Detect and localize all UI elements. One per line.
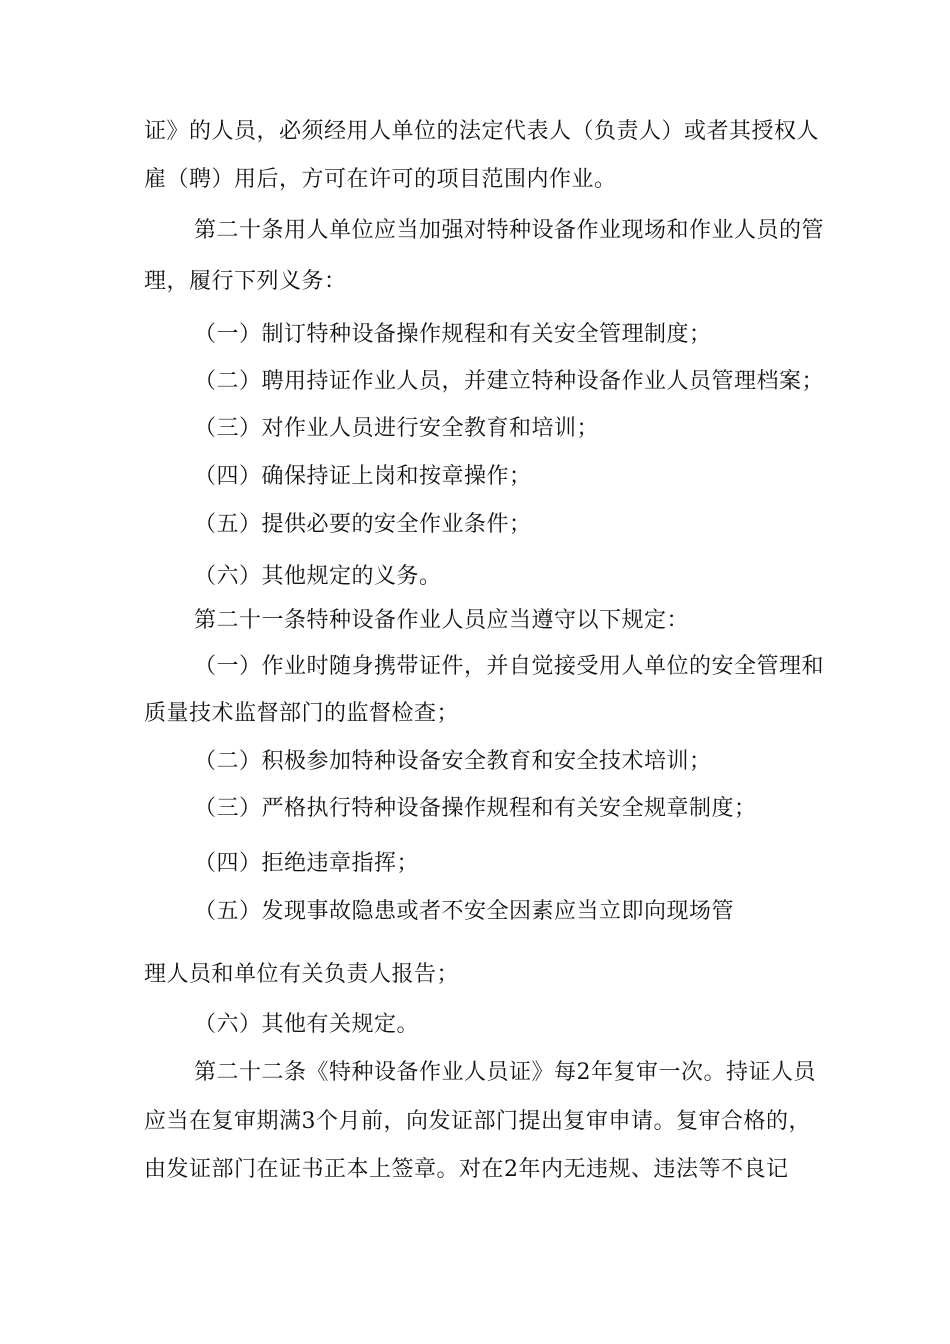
list-item: （三）严格执行特种设备操作规程和有关安全规章制度； [194, 796, 757, 821]
text-line: 由发证部门在证书正本上签章。对在2年内无违规、违法等不良记 [144, 1157, 789, 1182]
list-item: （二）积极参加特种设备安全教育和安全技术培训； [194, 749, 712, 774]
text-line: 雇（聘）用后，方可在许可的项目范围内作业。 [144, 167, 617, 192]
text-line: 理，履行下列义务： [144, 269, 347, 294]
list-item: （六）其他有关规定。 [194, 1012, 420, 1037]
list-item: （六）其他规定的义务。 [194, 564, 442, 589]
text-line: 第二十二条《特种设备作业人员证》每2年复审一次。持证人员 [194, 1060, 816, 1085]
text-line: 第二十一条特种设备作业人员应当遵守以下规定： [194, 608, 690, 633]
list-item: （一）制订特种设备操作规程和有关安全管理制度； [194, 322, 712, 347]
list-item: （三）对作业人员进行安全教育和培训； [194, 416, 600, 441]
list-item: （五）发现事故隐患或者不安全因素应当立即向现场管 [194, 899, 735, 924]
text-line: 质量技术监督部门的监督检查； [144, 701, 460, 726]
list-item: （二）聘用持证作业人员，并建立特种设备作业人员管理档案； [194, 369, 825, 394]
list-item: （五）提供必要的安全作业条件； [194, 512, 532, 537]
list-item: （四）确保持证上岗和按章操作； [194, 464, 532, 489]
text-line: 理人员和单位有关负责人报告； [144, 962, 460, 987]
text-line: 证》的人员，必须经用人单位的法定代表人（负责人）或者其授权人 [144, 119, 820, 144]
list-item: （一）作业时随身携带证件，并自觉接受用人单位的安全管理和 [194, 654, 825, 679]
list-item: （四）拒绝违章指挥； [194, 851, 420, 876]
text-line: 应当在复审期满3个月前，向发证部门提出复审申请。复审合格的， [144, 1109, 811, 1134]
text-line: 第二十条用人单位应当加强对特种设备作业现场和作业人员的管 [194, 218, 825, 243]
